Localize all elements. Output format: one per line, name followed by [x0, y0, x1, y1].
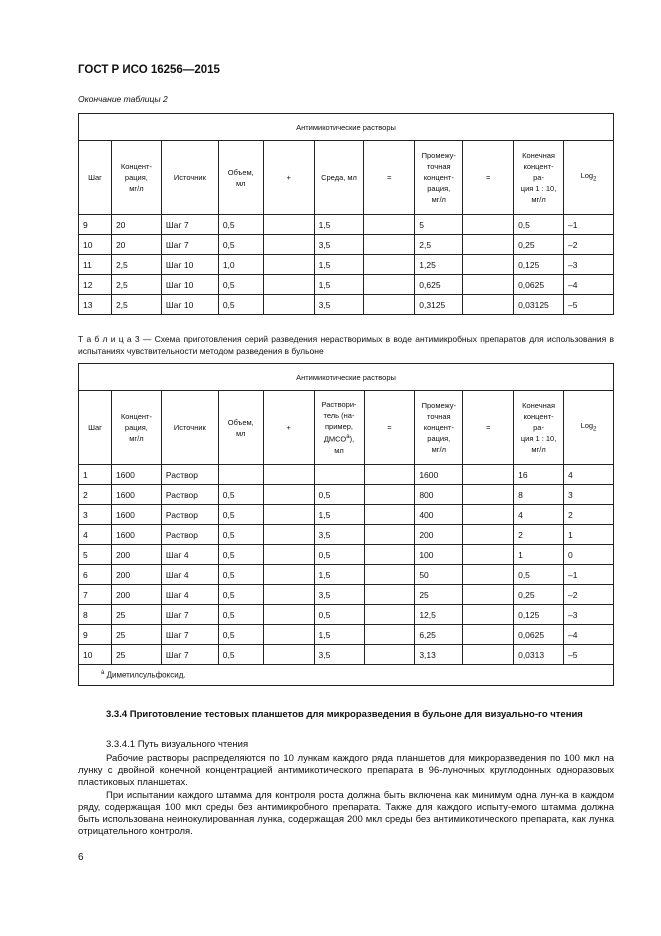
table-cell: Шаг 4 [161, 585, 218, 605]
table-cell: –3 [564, 255, 614, 275]
table-row [79, 645, 614, 665]
table-cell [263, 275, 314, 295]
table-cell: –4 [564, 275, 614, 295]
table-row [79, 565, 614, 585]
table-cell: 11 [79, 255, 112, 275]
table-cell: 10 [79, 235, 112, 255]
table2-header-row [79, 141, 614, 215]
table-cell: Шаг 4 [161, 565, 218, 585]
table-cell: 2 [514, 525, 564, 545]
table-cell: Шаг 7 [161, 235, 218, 255]
table-cell [463, 565, 514, 585]
table-cell: 10 [79, 645, 112, 665]
table-cell: 0,5 [218, 585, 263, 605]
table-cell: –3 [564, 605, 614, 625]
table-cell [263, 235, 314, 255]
table-cell: 25 [111, 625, 161, 645]
table2-header-cell: Конечная концент- ра- ция 1 : 10, мг/л [514, 141, 564, 215]
table-cell: 9 [79, 625, 112, 645]
subsection-heading: 3.3.4.1 Путь визуального чтения [106, 739, 249, 750]
table-cell: –2 [564, 235, 614, 255]
table-cell [364, 565, 415, 585]
table-cell: Шаг 4 [161, 545, 218, 565]
table-cell: 0,125 [514, 605, 564, 625]
table-cell: Шаг 10 [161, 255, 218, 275]
table-cell: 1 [79, 465, 112, 485]
table-cell [364, 485, 415, 505]
table-cell: 400 [415, 505, 463, 525]
table-cell [364, 625, 415, 645]
table-cell [364, 275, 415, 295]
table-cell: 25 [415, 585, 463, 605]
table-cell [364, 255, 415, 275]
table-cell: –2 [564, 585, 614, 605]
table2-header-cell: Шаг [79, 141, 112, 215]
table-cell: 2,5 [111, 295, 161, 315]
table-3 [78, 363, 614, 686]
table-cell [263, 215, 314, 235]
table-cell [463, 545, 514, 565]
table-cell: 25 [111, 645, 161, 665]
table-row [79, 625, 614, 645]
table-cell [364, 585, 415, 605]
table-cell: 6 [79, 565, 112, 585]
table-cell: 0,5 [218, 505, 263, 525]
table-cell: 3,13 [415, 645, 463, 665]
table-cell: –1 [564, 215, 614, 235]
table-cell [263, 485, 314, 505]
table-cell: 1,0 [218, 255, 263, 275]
table3-header-cell: = [364, 391, 415, 465]
table-row [79, 235, 614, 255]
table-cell [463, 505, 514, 525]
table-cell: 2 [79, 485, 112, 505]
table-cell: 1 [514, 545, 564, 565]
table-cell: 0,5 [218, 625, 263, 645]
table-cell: –4 [564, 625, 614, 645]
table-cell: 0,5 [514, 565, 564, 585]
table-cell [263, 545, 314, 565]
table-cell: 3,5 [314, 295, 364, 315]
table-cell: 0,5 [218, 275, 263, 295]
table-cell: 3 [79, 505, 112, 525]
table2-header-cell: Среда, мл [314, 141, 364, 215]
table3-header-cell: Объем, мл [218, 391, 263, 465]
table-cell: 0,5 [218, 235, 263, 255]
table3-caption: Т а б л и ц а 3 — Схема приготовления серий разведения нерастворимых в воде антимикробных препаратов для использования в испытаниях чувствительности методом разведения в бульоне [78, 334, 614, 356]
table-cell: 3 [564, 485, 614, 505]
table3-group-header: Антимикотические растворы [79, 364, 614, 391]
table-cell [463, 465, 514, 485]
table-cell: 1,5 [314, 505, 364, 525]
table-cell [263, 465, 314, 485]
table-cell: 12 [79, 275, 112, 295]
table2-group-header: Антимикотические растворы [79, 114, 614, 141]
table2-header-cell: = [463, 141, 514, 215]
table-cell: 4 [564, 465, 614, 485]
table-cell: Раствор [161, 465, 218, 485]
table-cell [263, 605, 314, 625]
table-cell: 25 [111, 605, 161, 625]
table-cell: 1600 [111, 525, 161, 545]
table-row [79, 605, 614, 625]
table-cell: 7 [79, 585, 112, 605]
table-row [79, 525, 614, 545]
table-cell [263, 645, 314, 665]
table-cell: 3,5 [314, 585, 364, 605]
table-cell: 0,5 [514, 215, 564, 235]
table-cell [314, 465, 364, 485]
table2-header-cell: Промежу- точная концент- рация, мг/л [415, 141, 463, 215]
table3-header-cell: Источник [161, 391, 218, 465]
table-cell [463, 485, 514, 505]
table-cell [463, 235, 514, 255]
table-cell: 0,5 [218, 545, 263, 565]
table-cell [463, 605, 514, 625]
table-cell: Шаг 10 [161, 275, 218, 295]
table-cell: 6,25 [415, 625, 463, 645]
table3-footnote: $^а$ Диметилсульфоксид. [79, 665, 614, 686]
table-cell: 50 [415, 565, 463, 585]
table-row [79, 465, 614, 485]
table-cell: 3,5 [314, 645, 364, 665]
table-cell: Раствор [161, 525, 218, 545]
table-cell: 200 [111, 545, 161, 565]
table-cell [263, 565, 314, 585]
table-cell: 8 [514, 485, 564, 505]
table3-header-cell: + [263, 391, 314, 465]
paragraph-2: При испытании каждого штамма для контроля роста должна быть включена как минимум одна лун-ка в каждом ряду, содержащая 100 мкл среды без антимикробного препарата. Также для каждого испыту-емого штамма должна быть использована неинокулированная лунка, содержащая 200 мкл среды без антимикотического препарата, как лунка отрицательного контроля. [78, 790, 614, 837]
table-cell [463, 295, 514, 315]
table-cell: 1600 [111, 485, 161, 505]
table-cell [364, 295, 415, 315]
table-cell: 2 [564, 505, 614, 525]
table-row [79, 545, 614, 565]
table-cell: 0,5 [218, 605, 263, 625]
table-cell [263, 255, 314, 275]
table-cell [263, 295, 314, 315]
table-cell: 1600 [111, 505, 161, 525]
table-cell: 1,5 [314, 625, 364, 645]
table-cell: 9 [79, 215, 112, 235]
table-cell [263, 525, 314, 545]
table-cell: 3,5 [314, 525, 364, 545]
table-cell: 200 [111, 585, 161, 605]
table-cell [364, 465, 415, 485]
table-cell: 0 [564, 545, 614, 565]
table-row [79, 275, 614, 295]
table3-header-cell: Шаг [79, 391, 112, 465]
table-cell: 0,125 [514, 255, 564, 275]
table-cell [463, 585, 514, 605]
table-2 [78, 113, 614, 315]
table-cell: Шаг 7 [161, 645, 218, 665]
table-cell: –1 [564, 565, 614, 585]
table-row [79, 505, 614, 525]
table-cell: 13 [79, 295, 112, 315]
table-cell: 1,5 [314, 275, 364, 295]
table-cell [364, 605, 415, 625]
table-cell [463, 255, 514, 275]
table-cell: Раствор [161, 485, 218, 505]
table-cell [463, 645, 514, 665]
table-cell: 1 [564, 525, 614, 545]
table-cell: 5 [79, 545, 112, 565]
paragraph-1: Рабочие растворы распределяются по 10 лункам каждого ряда планшетов для микроразведения по 100 мкл на лунку с двойной конечной концентрацией антимикотического препарата в 96-луночных круглодонных одноразовых пластиковых планшетах. [78, 753, 614, 788]
table2-body [79, 215, 614, 315]
table-cell: Шаг 10 [161, 295, 218, 315]
table-cell [364, 215, 415, 235]
table-row [79, 585, 614, 605]
table3-body [79, 465, 614, 665]
section-heading: 3.3.4 Приготовление тестовых планшетов для микроразведения в бульоне для визуально-го чтения [106, 709, 583, 720]
table-cell: 0,5 [314, 545, 364, 565]
table-cell: 0,5 [218, 565, 263, 585]
table-cell: 2,5 [111, 275, 161, 295]
table-cell: 0,5 [218, 215, 263, 235]
table-cell: 200 [415, 525, 463, 545]
table-cell: –5 [564, 295, 614, 315]
table-cell [463, 215, 514, 235]
table-cell: 20 [111, 235, 161, 255]
table-cell: Шаг 7 [161, 215, 218, 235]
table-cell: 0,3125 [415, 295, 463, 315]
table-cell: –5 [564, 645, 614, 665]
table-cell [364, 545, 415, 565]
table-row [79, 255, 614, 275]
table2-caption: Окончание таблицы 2 [78, 94, 168, 104]
table-cell: 800 [415, 485, 463, 505]
table-cell: Шаг 7 [161, 605, 218, 625]
table-cell [218, 465, 263, 485]
table3-header-cell: Раствори- тель (на- пример, $ДМСО^а$), мл [314, 391, 364, 465]
table-cell: Шаг 7 [161, 625, 218, 645]
table2-header-cell: Log$_2$ [564, 141, 614, 215]
table-row [79, 215, 614, 235]
table-cell: 0,25 [514, 585, 564, 605]
table-row [79, 295, 614, 315]
table2-header-cell: Объем, мл [218, 141, 263, 215]
table-cell: 0,0625 [514, 625, 564, 645]
table-cell: 5 [415, 215, 463, 235]
table-cell: Раствор [161, 505, 218, 525]
table-cell [263, 505, 314, 525]
table-cell: 1,25 [415, 255, 463, 275]
table2-header-cell: Концент- рация, мг/л [111, 141, 161, 215]
table-row [79, 485, 614, 505]
table-cell: 20 [111, 215, 161, 235]
table-cell: 1,5 [314, 255, 364, 275]
table2-header-cell: = [364, 141, 415, 215]
table3-header-cell: = [463, 391, 514, 465]
table-cell: 16 [514, 465, 564, 485]
table-cell [364, 645, 415, 665]
table2-header-cell: + [263, 141, 314, 215]
table-cell: 0,03125 [514, 295, 564, 315]
table-cell: 200 [111, 565, 161, 585]
table-cell [463, 275, 514, 295]
table-cell: 0,0625 [514, 275, 564, 295]
table3-header-cell: Промежу- точная концент- рация, мг/л [415, 391, 463, 465]
table-cell: 0,5 [314, 605, 364, 625]
table-cell [263, 585, 314, 605]
table-cell: 0,5 [218, 295, 263, 315]
table3-header-cell: Log$_2$ [564, 391, 614, 465]
table3-header-row [79, 391, 614, 465]
table-cell: 8 [79, 605, 112, 625]
table-cell [364, 525, 415, 545]
table-cell: 0,5 [218, 525, 263, 545]
page-number: 6 [78, 852, 84, 863]
table-cell: 0,625 [415, 275, 463, 295]
table-cell: 0,0313 [514, 645, 564, 665]
table-cell: 1600 [415, 465, 463, 485]
table-cell: 0,5 [314, 485, 364, 505]
table-cell [463, 525, 514, 545]
table-cell [463, 625, 514, 645]
table-cell: 1600 [111, 465, 161, 485]
table-cell: 1,5 [314, 565, 364, 585]
table-cell: 12,5 [415, 605, 463, 625]
page-header: ГОСТ Р ИСО 16256—2015 [78, 64, 220, 76]
table-cell: 0,5 [218, 645, 263, 665]
table-cell: 3,5 [314, 235, 364, 255]
table-cell [364, 505, 415, 525]
table-cell: 4 [514, 505, 564, 525]
table-cell: 0,5 [218, 485, 263, 505]
table-cell [364, 235, 415, 255]
table-cell: 2,5 [415, 235, 463, 255]
table-cell: 1,5 [314, 215, 364, 235]
table3-header-cell: Концент- рация, мг/л [111, 391, 161, 465]
table-cell: 2,5 [111, 255, 161, 275]
table-cell: 0,25 [514, 235, 564, 255]
table-cell [263, 625, 314, 645]
table2-header-cell: Источник [161, 141, 218, 215]
table-cell: 4 [79, 525, 112, 545]
table-cell: 100 [415, 545, 463, 565]
table3-header-cell: Конечная концент- ра- ция 1 : 10, мг/л [514, 391, 564, 465]
